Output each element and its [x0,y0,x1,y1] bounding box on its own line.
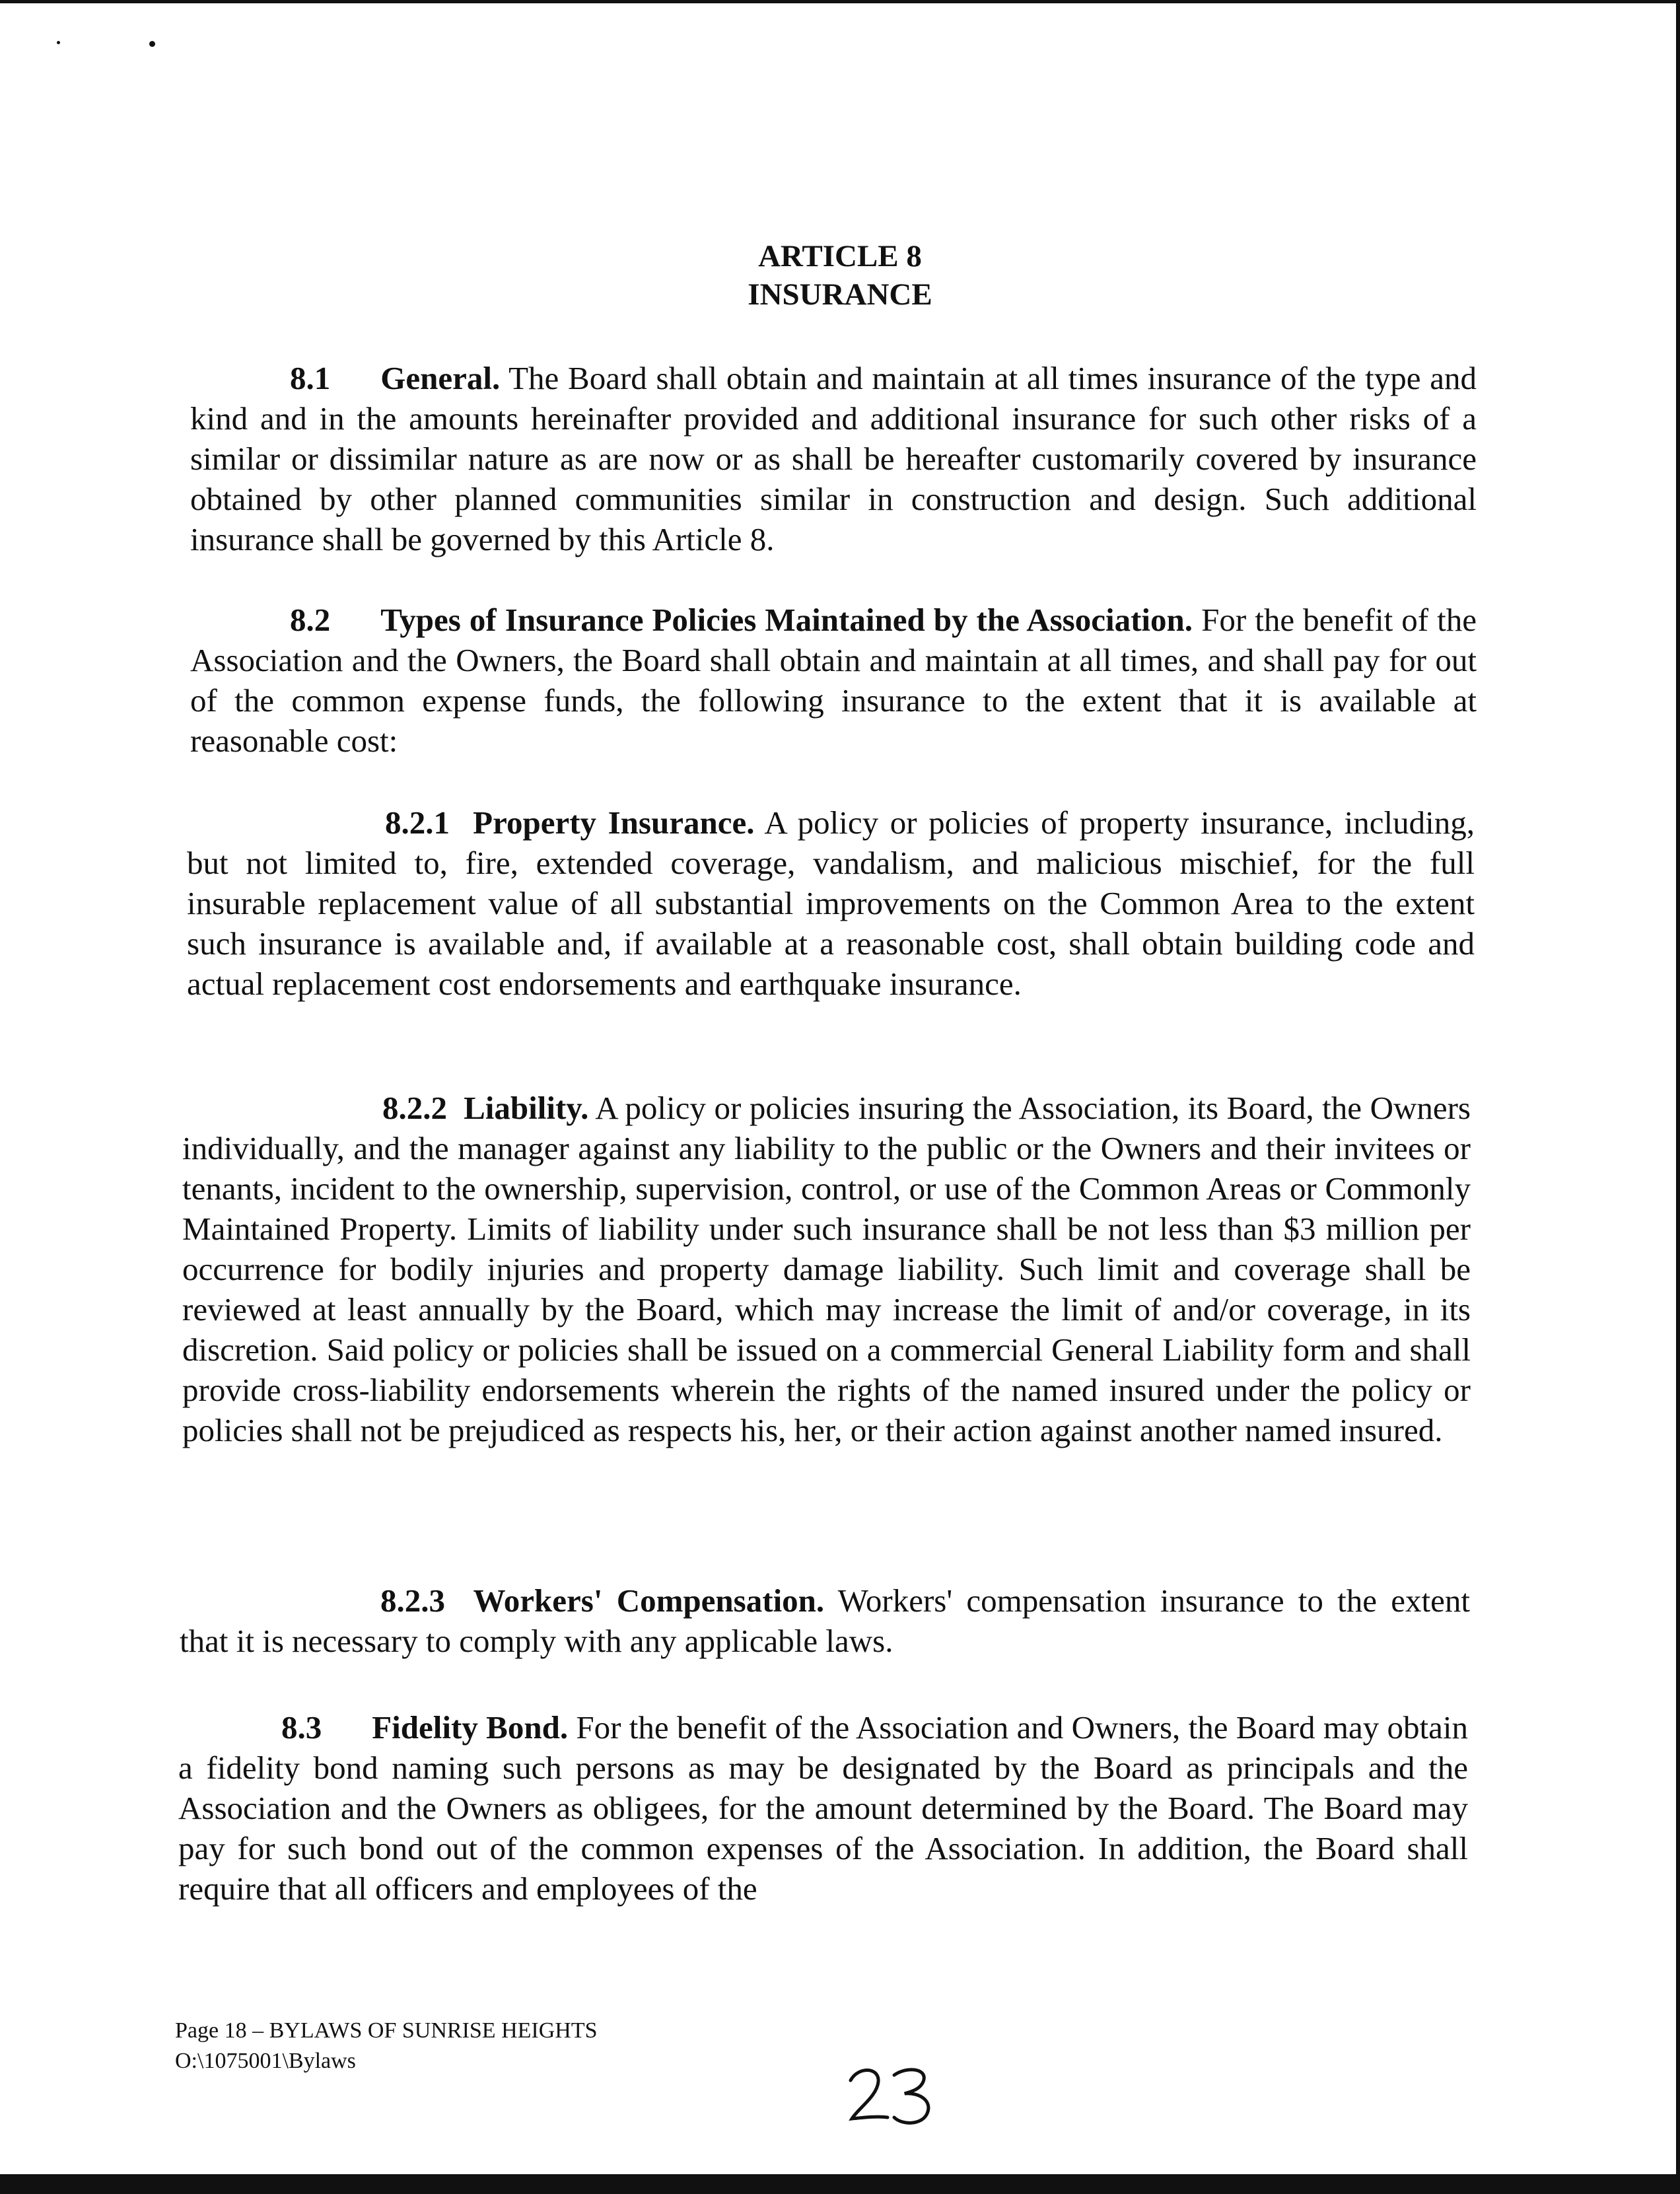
section-title: Liability. [464,1090,589,1126]
section-text: For the benefit of the Association and the Owners, the Board shall obtain and maintain at all times, and shall pay for out of the common expense funds, the following insurance to the extent that it is available at reasonable cost: [190,602,1477,759]
article-number: ARTICLE 8 [758,239,922,273]
section-number: 8.2.2 [382,1090,447,1126]
handwritten-page-number [839,2062,951,2128]
article-title: INSURANCE [748,277,932,312]
section-number: 8.3 [281,1709,322,1746]
section-number: 8.2.1 [385,804,450,841]
section-text: A policy or policies of property insurance, including, but not limited to, fire, extended coverage, vandalism, and malicious mischief, for the full insurable replacement value of all substantial improvements on the Common Area to the extent such insurance is available and, if available at a reasonable cost, shall obtain building code and actual replacement cost endorsements and earthquake insurance. [187,804,1475,1002]
section-text: A policy or policies insuring the Association, its Board, the Owners individually, and the manager against any liability to the public or the Owners and their invitees or tenants, incident to the ownership, supervision, control, or use of the Common Areas or Commonly Maintained Property. Limits of liability under such insurance shall be not less than $3 million per occurrence for bodily injuries and property damage liability. Such limit and coverage shall be reviewed at least annually by the Board, which may increase the limit of and/or coverage, in its discretion. Said policy or policies shall be issued on a commercial General Liability form and shall provide cross-liability endorsements wherein the rights of the named insured under the policy or policies shall not be prejudiced as respects his, her, or their action against another named insured. [182,1090,1471,1448]
scan-border-right [1676,0,1680,2194]
section-text: For the benefit of the Association and Owners, the Board may obtain a fidelity bond naming such persons as may be designated by the Board as principals and the Association and the Owners as obligees, for the amount determined by the Board. The Board may pay for such bond out of the common expenses of the Association. In addition, the Board shall require that all officers and employees of the [178,1709,1468,1907]
scan-speck [149,41,155,47]
section-8-2 [190,600,1477,761]
section-number: 8.2.3 [380,1582,445,1619]
scan-speck [57,41,60,44]
section-8-2-2 [182,1088,1471,1450]
section-8-1 [190,358,1477,559]
scan-border-bottom [0,2174,1680,2194]
section-title: Types of Insurance Policies Maintained by the Association. [380,602,1193,638]
section-text: The Board shall obtain and maintain at all times insurance of the type and kind and in the amounts hereinafter provided and additional insurance for such other risks of a similar or dissimilar nature as are now or as shall be hereafter customarily covered by insurance obtained by other planned communities similar in construction and design. Such additional insurance shall be governed by this Article 8. [190,360,1477,557]
footer-page-line: Page 18 – BYLAWS OF SUNRISE HEIGHTS [175,2018,598,2043]
section-title: Workers' Compensation. [473,1582,825,1619]
section-title: General. [380,360,501,396]
section-8-2-1 [187,802,1475,1004]
section-title: Property Insurance. [473,804,755,841]
scan-border-top [0,0,1680,3]
section-text: Workers' compensation insurance to the extent that it is necessary to comply with any applicable laws. [180,1582,1471,1659]
section-title: Fidelity Bond. [372,1709,569,1746]
footer-path-line: O:\1075001\Bylaws [175,2049,356,2073]
section-8-3 [178,1707,1468,1909]
section-8-2-3 [180,1580,1470,1661]
section-number: 8.2 [290,602,331,638]
section-number: 8.1 [290,360,331,396]
